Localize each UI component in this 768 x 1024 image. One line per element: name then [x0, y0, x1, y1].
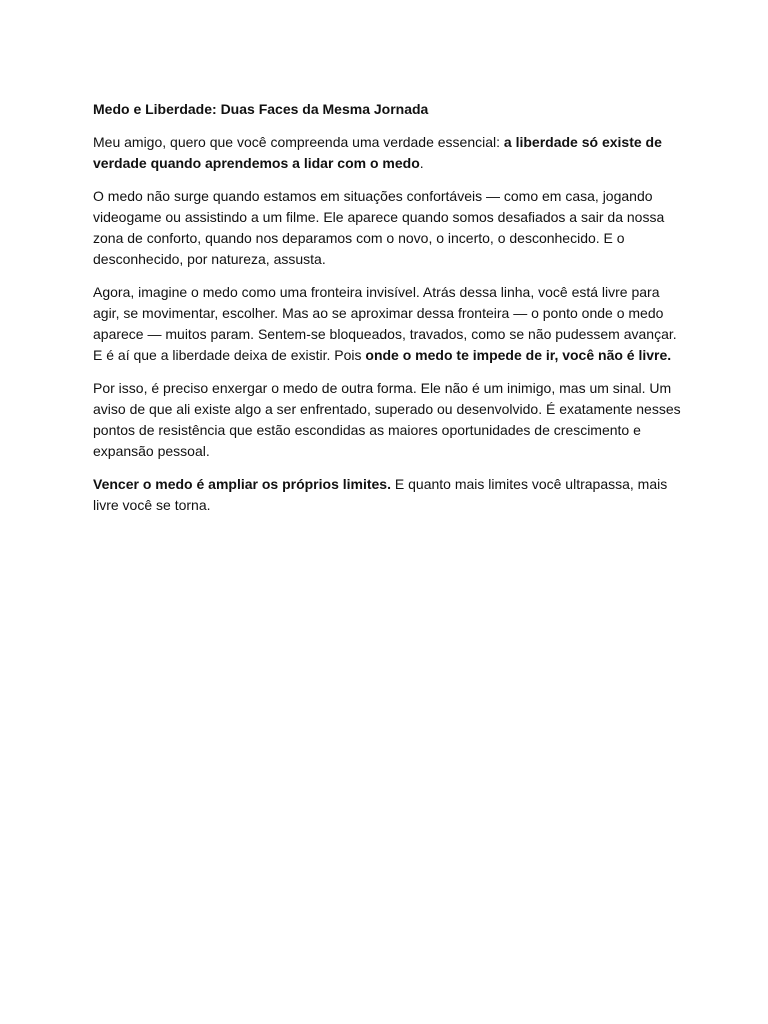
paragraph-3	[93, 282, 683, 366]
paragraph-1	[93, 132, 683, 174]
paragraph-2: O medo não surge quando estamos em situações confortáveis — como em casa, jogando videogame ou assistindo a um filme. Ele aparece quando somos desafiados a sair da nossa zona de conforto, quando nos deparamos com o novo, o incerto, o desconhecido. E o desconhecido, por natureza, assusta.	[93, 188, 665, 267]
document-body	[93, 99, 683, 528]
paragraph-1-bold: a liberdade só existe de verdade quando aprendemos a lidar com o medo	[93, 134, 662, 171]
paragraph-1-end: .	[419, 155, 424, 171]
paragraph-3-text: Agora, imagine o medo como uma fronteira invisível. Atrás dessa linha, você está livre para agir, se movimentar, escolher. Mas ao se aproximar dessa fronteira — o ponto onde o medo aparece — muitos param. Sentem-se bloqueados, travados, como se não pudessem avançar. E é aí que a liberdade deixa de existir. Pois	[93, 284, 677, 363]
paragraph-5-text: E quanto mais limites você ultrapassa, mais livre você se torna.	[93, 476, 668, 513]
paragraph-5-bold: Vencer o medo é ampliar os próprios limites.	[93, 476, 391, 492]
document-title: Medo e Liberdade: Duas Faces da Mesma Jornada	[93, 101, 429, 117]
paragraph-5	[93, 474, 683, 516]
paragraph-3-bold: onde o medo te impede de ir, você não é livre.	[365, 347, 672, 363]
paragraph-4: Por isso, é preciso enxergar o medo de outra forma. Ele não é um inimigo, mas um sinal. Um aviso de que ali existe algo a ser enfrentado, superado ou desenvolvido. É exatamente nesses pontos de resistência que estão escondidas as maiores oportunidades de crescimento e expansão pessoal.	[93, 380, 681, 459]
paragraph-1-text: Meu amigo, quero que você compreenda uma verdade essencial:	[93, 134, 504, 150]
